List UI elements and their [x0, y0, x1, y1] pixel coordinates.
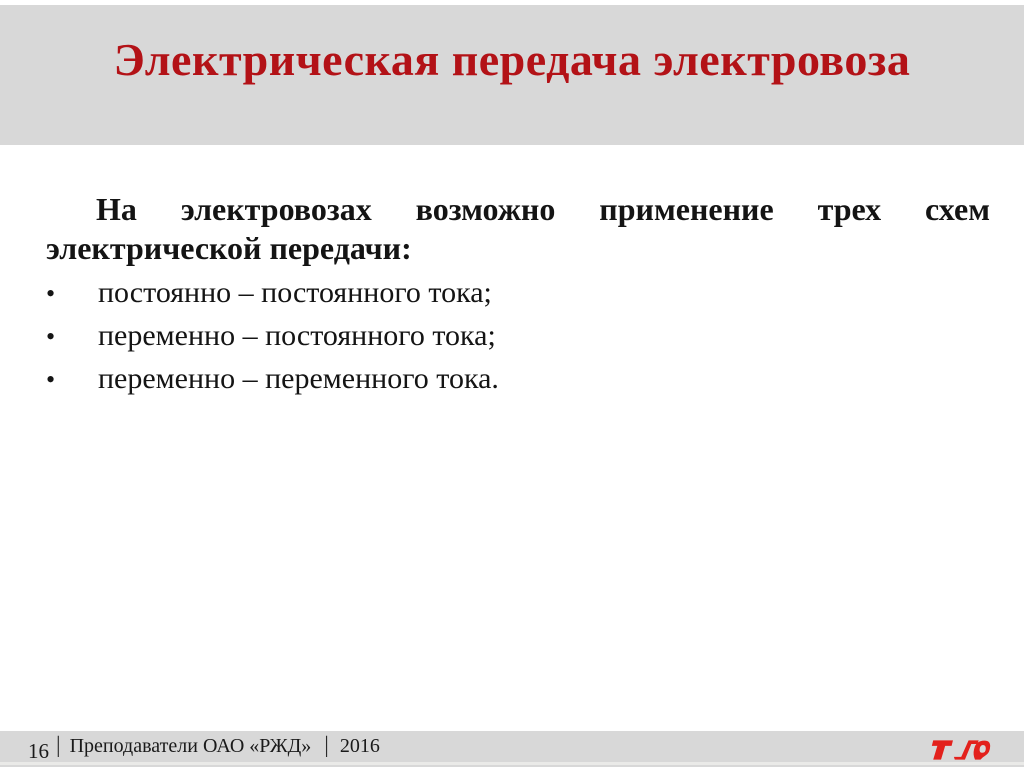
- slide-body: [0, 145, 1024, 731]
- bullet-text: переменно – постоянного тока;: [98, 319, 496, 352]
- footer-year: 2016: [339, 735, 380, 757]
- footer-separator: |: [324, 732, 329, 757]
- rzd-logo: [930, 738, 992, 762]
- bullet-text: постоянно – постоянного тока;: [98, 276, 492, 309]
- footer-separator: |: [56, 732, 61, 757]
- slide-footer: [0, 731, 1024, 767]
- slide-title: Электрическая передача электровоза: [113, 34, 911, 85]
- footer-credit: Преподаватели ОАО «РЖД»: [69, 735, 312, 757]
- bullet-marker: •: [46, 365, 56, 394]
- paragraph-line-1: На электровозах возможно применение трех схем: [96, 191, 990, 227]
- bullet-list: [46, 272, 990, 401]
- intro-paragraph: [46, 190, 990, 268]
- list-item: [46, 358, 990, 401]
- slide-header: [0, 5, 1024, 145]
- page-number: 16: [28, 739, 49, 763]
- paragraph-line-2: электрической передачи:: [46, 230, 412, 266]
- footer-bottom-line: [0, 762, 1024, 765]
- bullet-marker: •: [46, 279, 56, 308]
- list-item: [46, 272, 990, 315]
- bullet-text: переменно – переменного тока.: [98, 362, 499, 395]
- footer-caption: [28, 732, 380, 763]
- list-item: [46, 315, 990, 358]
- bullet-marker: •: [46, 322, 56, 351]
